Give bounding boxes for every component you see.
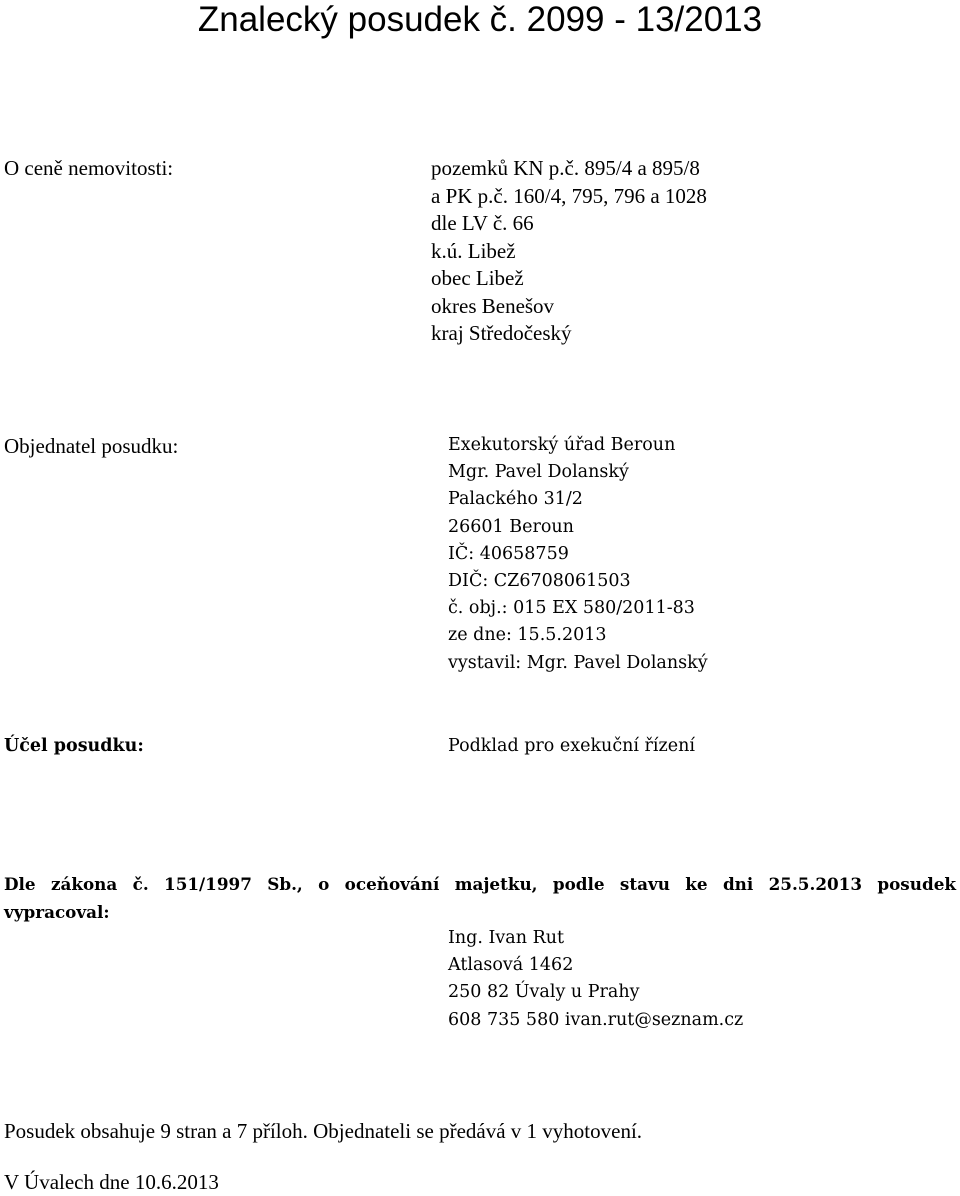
property-line-1: pozemků KN p.č. 895/4 a 895/8 [431,156,700,180]
expert-details [448,925,743,1034]
client-line-1: Exekutorský úřad Beroun [448,435,676,455]
client-line-8: ze dne: 15.5.2013 [448,625,607,646]
client-details [448,432,708,677]
place-and-date: V Úvalech dne 10.6.2013 [4,1170,219,1194]
document-note: Posudek obsahuje 9 stran a 7 příloh. Objednateli se předává v 1 vyhotovení. [4,1119,643,1143]
document-title: Znalecký posudek č. 2099 - 13/2013 [197,0,763,39]
client-line-4: 26601 Beroun [448,516,574,537]
expert-line-2: Atlasová 1462 [448,955,574,976]
property-location-line-3: kraj Středočeský [431,321,572,346]
client-label: Objednatel posudku: [4,434,179,458]
property-details [431,155,707,265]
property-line-4: k.ú. Libež [431,238,516,263]
property-line-3: dle LV č. 66 [431,211,534,236]
property-line-2: a PK p.č. 160/4, 795, 796 a 1028 [431,183,707,208]
expert-line-1: Ing. Ivan Rut [448,928,565,948]
law-statement-continued: vypracoval: [4,902,110,922]
purpose-value: Podklad pro exekuční řízení [448,736,695,756]
client-line-2: Mgr. Pavel Dolanský [448,462,629,483]
law-statement: Dle zákona č. 151/1997 Sb., o oceňování majetku, podle stavu ke dni 25.5.2013 posudek [4,874,956,894]
property-location-line-1: obec Libež [431,266,524,290]
client-line-6: DIČ: CZ6708061503 [448,571,631,592]
expert-line-3: 250 82 Úvaly u Prahy [448,982,640,1003]
client-line-7: č. obj.: 015 EX 580/2011-83 [448,598,695,619]
property-location [431,265,572,348]
property-location-line-2: okres Benešov [431,293,555,318]
purpose-label: Účel posudku: [4,736,144,756]
client-line-9: vystavil: Mgr. Pavel Dolanský [448,652,708,673]
expert-line-4: 608 735 580 ivan.rut@seznam.cz [448,1009,744,1030]
client-line-5: IČ: 40658759 [448,543,569,564]
client-line-3: Palackého 31/2 [448,489,583,510]
property-label: O ceně nemovitosti: [4,156,174,180]
